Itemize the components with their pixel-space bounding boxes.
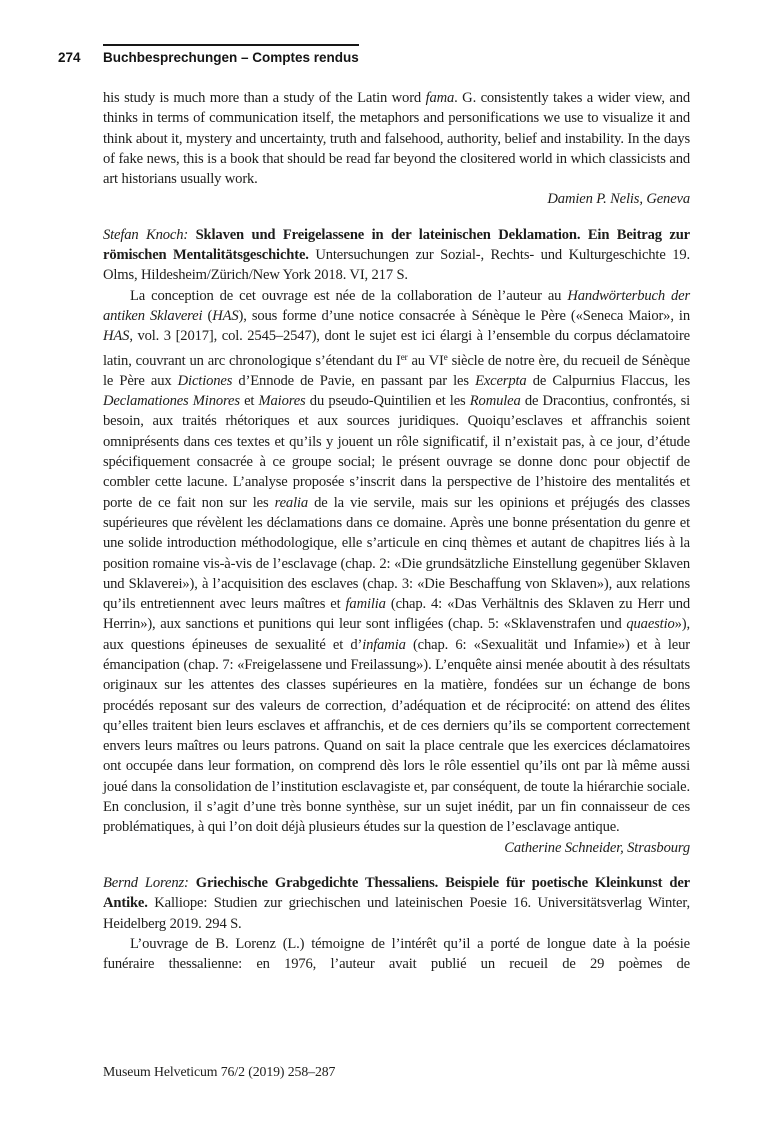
review-paragraph: his study is much more than a study of the Latin word fama. G. consistently takes a wider view, and thinks in terms of communication itself, the metaphors and personifications we use to visualize it and think about it, mystery and uncertainty, truth and falsehood, authority, belief and instability. In the days of fake news, this is a book that should be read far beyond the clositered world in which classicists and art historians usually work. bbox=[103, 90, 690, 188]
reviewer-signature: Damien P. Nelis, Geneva bbox=[547, 191, 690, 208]
text-column bbox=[103, 88, 690, 974]
review-paragraph: La conception de cet ouvrage est née de la collaboration de l’auteur au Handwörterbuch der antiken Sklaverei (HAS), sous forme d’une notice consacrée à Sénèque le Père («Seneca Maior», in HAS, vol. 3 [2017], col. 2545–2547), dont le sujet est ici élargi à l’ensemble du corpus déclamatoire latin, couvrant un arc chronologique s’étendant du Ier au VIe siècle de notre ère, du recueil de Sénèque le Père aux Dictiones d’Ennode de Pavie, en passant par les Excerpta de Calpurnius Flaccus, les Declamationes Minores et Maiores du pseudo-Quintilien et les Romulea de Dracontius, confrontés, si besoin, aux traités rhétoriques et aux sources juridiques. Quoiqu’esclaves et affranchis soient omniprésents dans ces textes et qu’ils y jouent un rôle significatif, il n’existait pas, à ce jour, d’étude spécifiquement consacrée à ce groupe social; le présent ouvrage se donne donc pour objectif de combler cette lacune. L’analyse proposée s’inscrit dans la perspective de l’histoire des mentalités et porte de ce fait non sur les realia de la vie servile, mais sur les opinions et préjugés des classes supérieures que révèlent les déclamations dans ce domaine. Après une bonne présentation du genre et une solide introduction méthodologique, elle s’articule en cinq thèmes et autant de chapitres liés à la position romaine vis-à-vis de l’esclavage (chap. 2: «Die grundsätzliche Einstellung gegenüber Sklaven und Sklaverei»), à l’acquisition des esclaves (chap. 3: «Die Beschaffung von Sklaven»), aux relations qu’ils entretiennent avec leurs maîtres et familia (chap. 4: «Das Verhältnis des Sklaven zu Herr und Herrin»), aux sanctions et punitions qui leur sont infligées (chap. 5: «Sklavenstrafen und quaestio»), aux questions épineuses de sexualité et d’infamia (chap. 6: «Sexualität und Infamie») et à leur émancipation (chap. 7: «Freigelassene und Freilassung»). L’enquête ainsi menée aboutit à des résultats originaux sur les attentes des classes supérieures en la matière, fondées sur un échange de bons procédés reposant sur des valeurs de correction, d’adéquation et de réciprocité: on attend des élites qu’elles traitent bien leurs esclaves et affranchis, et de ces derniers qu’ils se comportent correctement envers leurs maîtres ou leurs patrons. Quand on sait la place centrale que les exercices déclamatoires ont occupée dans leur formation, on comprend dès lors le rôle essentiel qu’ils ont par là même aussi joué dans la consolidation de l’institution esclavagiste et, par conséquent, de toute la hiérarchie sociale. En conclusion, il s’agit d’une très bonne synthèse, sur un sujet inédit, par un fin connaisseur de ces problématiques, à qui l’on doit déjà plusieurs études sur la question de l’esclavage antique. bbox=[103, 287, 691, 836]
review-lorenz bbox=[103, 873, 690, 974]
review-paragraph: L’ouvrage de B. Lorenz (L.) témoigne de l’intérêt qu’il a porté de longue date à la poésie funéraire thessalienne: en 1976, l’auteur avait publié un recueil de 29 poèmes de bbox=[103, 935, 690, 973]
journal-citation: Museum Helveticum 76/2 (2019) 258–287 bbox=[103, 1064, 336, 1079]
review-heading: Stefan Knoch: Sklaven und Freigelassene in der lateinischen Deklamation. Ein Beitrag zur römischen Mentalitätsgeschichte. Untersuchungen zur Sozial-, Rechts- und Kulturgeschichte 19. Olms, Hildesheim/Zürich/New York 2018. VI, 217 S. bbox=[103, 226, 690, 284]
page-header bbox=[58, 44, 690, 65]
page-number: 274 bbox=[58, 50, 81, 65]
review-knoch bbox=[103, 225, 690, 858]
page-footer bbox=[103, 1062, 335, 1082]
review-heading: Bernd Lorenz: Griechische Grabgedichte Thessaliens. Beispiele für poetische Kleinkunst der Antike. Kalliope: Studien zur griechischen und lateinischen Poesie 16. Universitätsverlag Winter, Heidelberg 2019. 294 S. bbox=[103, 874, 691, 932]
review-continuation bbox=[103, 88, 690, 210]
running-title: Buchbesprechungen – Comptes rendus bbox=[103, 44, 359, 65]
reviewer-signature: Catherine Schneider, Strasbourg bbox=[504, 839, 690, 856]
